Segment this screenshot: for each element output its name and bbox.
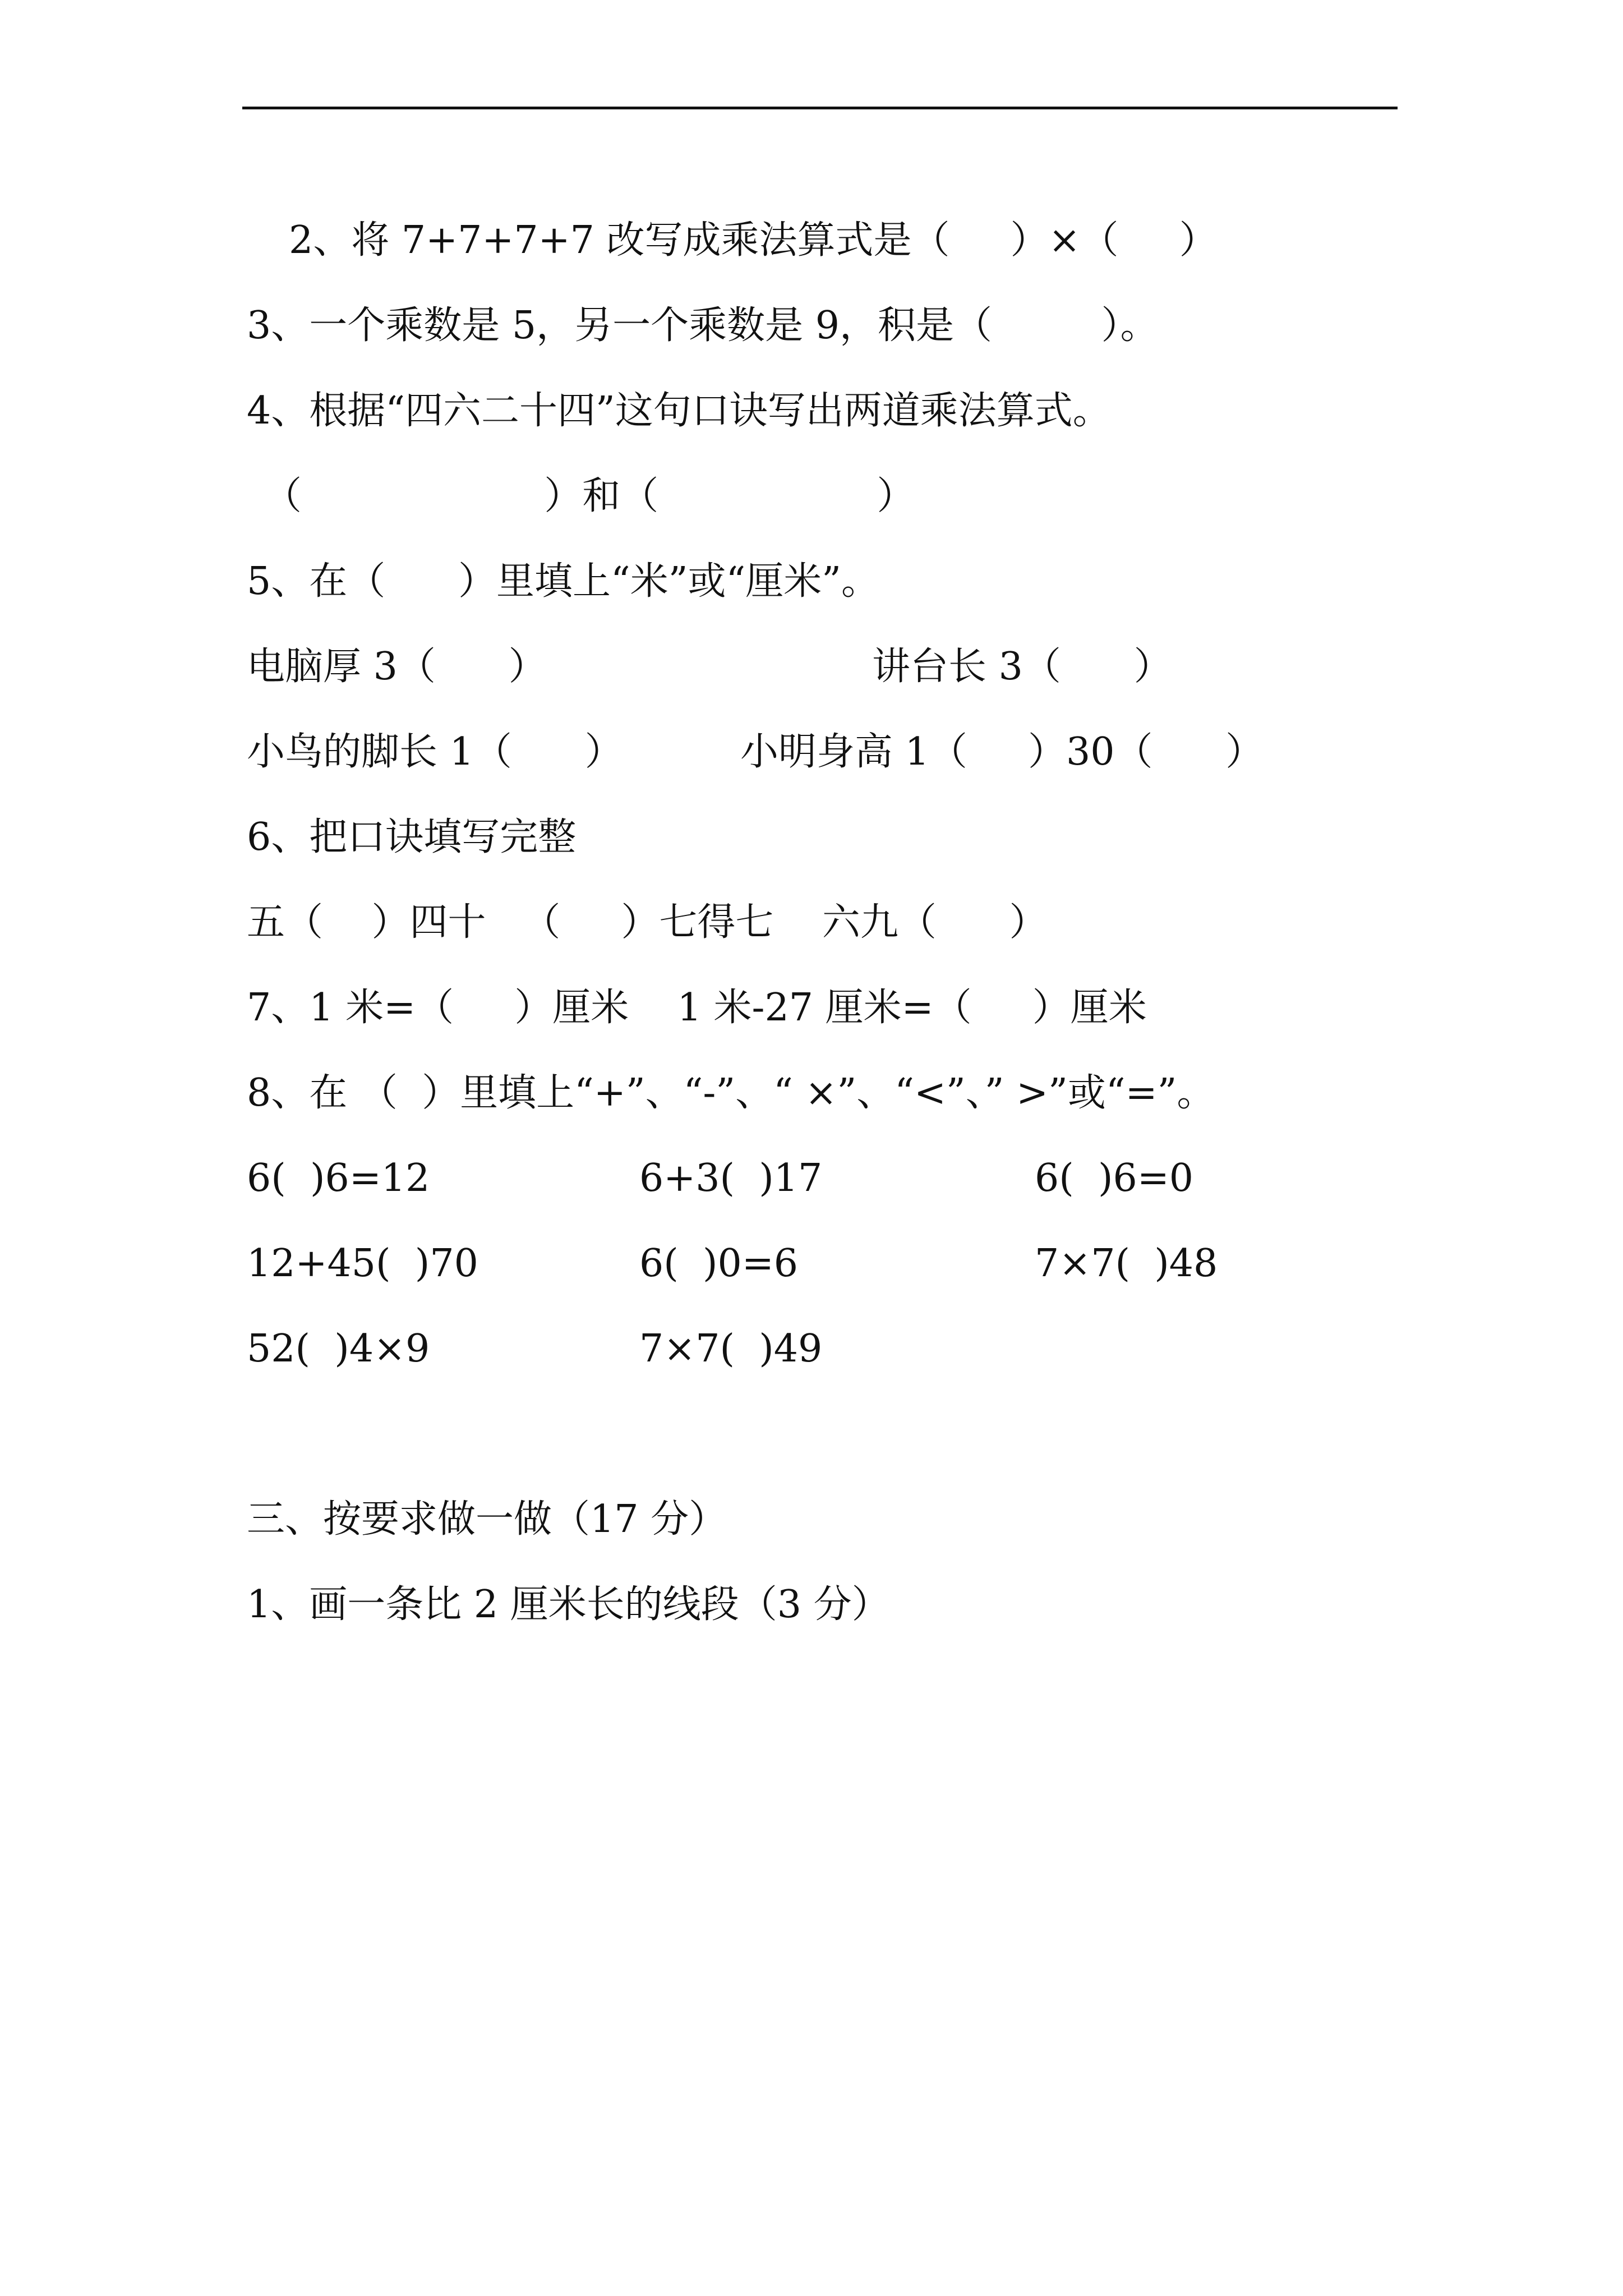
question-4-blanks: （ ）和（ ） bbox=[264, 474, 915, 518]
question-5-item-4: 小明身高 1（ ）30（ ） bbox=[740, 730, 1264, 774]
question-8-cell: 12+45( )70 bbox=[247, 1241, 478, 1286]
section-3-title: 三、按要求做一做（17 分） bbox=[247, 1497, 727, 1542]
header-rule bbox=[242, 107, 1398, 109]
question-8-cell: 6( )6=12 bbox=[247, 1156, 430, 1200]
question-5-prompt: 5、在（ ）里填上“米”或“厘米”。 bbox=[247, 559, 880, 604]
question-6-row: 五（ ）四十 （ ）七得七 六九（ ） bbox=[247, 900, 1048, 945]
question-8-cell: 6+3( )17 bbox=[639, 1156, 823, 1200]
question-3: 3、一个乘数是 5，另一个乘数是 9，积是（ ）。 bbox=[247, 303, 1159, 348]
section-3-question-1: 1、画一条比 2 厘米长的线段（3 分） bbox=[247, 1582, 890, 1627]
question-5-item-3: 小鸟的脚长 1（ ） bbox=[247, 730, 623, 774]
question-8-cell: 6( )0=6 bbox=[639, 1241, 799, 1286]
question-8-cell: 7×7( )49 bbox=[639, 1327, 823, 1371]
question-2: 2、将 7+7+7+7 改写成乘法算式是（ ）×（ ） bbox=[289, 218, 1218, 263]
question-8-cell: 6( )6=0 bbox=[1035, 1156, 1194, 1200]
question-6-prompt: 6、把口诀填写完整 bbox=[247, 815, 577, 859]
question-8-cell: 7×7( )48 bbox=[1035, 1241, 1218, 1286]
question-5-item-2: 讲台长 3（ ） bbox=[872, 645, 1172, 689]
question-8-prompt: 8、在 （ ）里填上“+”、“-”、“ ×”、“<”、” >”或“=”。 bbox=[247, 1071, 1215, 1115]
question-8-cell: 52( )4×9 bbox=[247, 1327, 430, 1371]
question-5-item-1: 电脑厚 3（ ） bbox=[247, 645, 547, 689]
question-7: 7、1 米=（ ）厘米 1 米-27 厘米=（ ）厘米 bbox=[247, 986, 1147, 1030]
question-4-prompt: 4、根据“四六二十四”这句口诀写出两道乘法算式。 bbox=[247, 389, 1111, 433]
